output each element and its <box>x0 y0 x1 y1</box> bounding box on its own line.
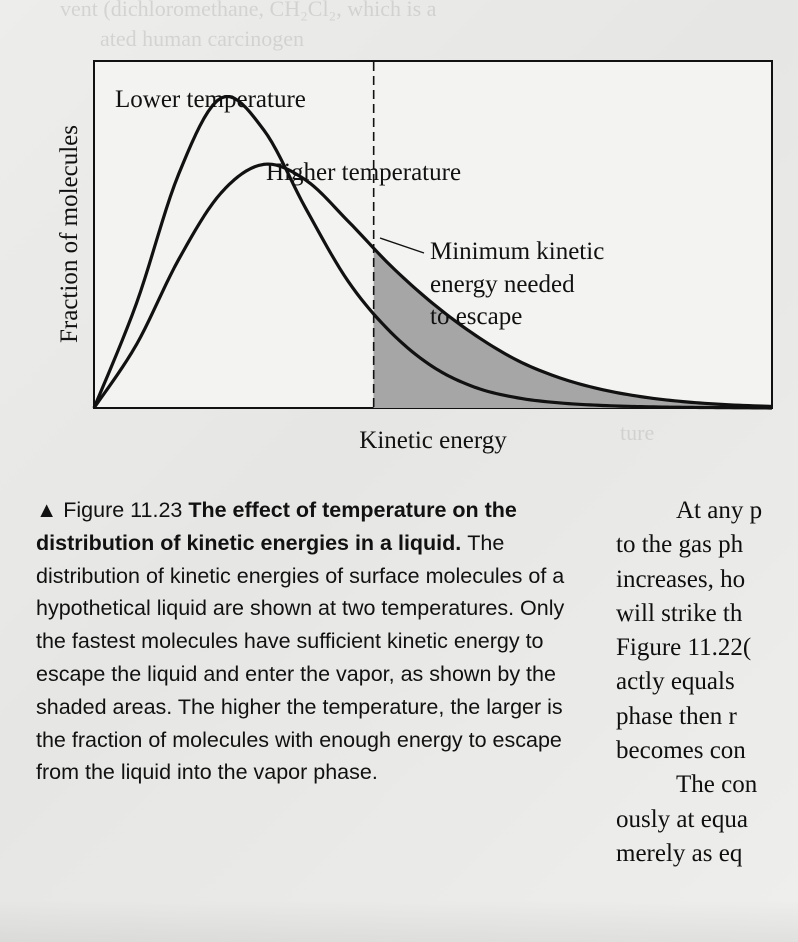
caption-body: The distribution of kinetic energies of surface molecules of a hypothetical liquid are shown at two temperatures. Only the fastest molecules have sufficient kinetic energy to escape the liquid and enter the vapor, as shown by the shaded areas. The higher the temperature, the larger is the fraction of molecules with enough energy to escape from the liquid into the vapor phase. <box>36 530 565 785</box>
y-axis-label: Fraction of molecules <box>56 125 83 343</box>
figure-caption <box>36 494 576 789</box>
annotation-leader-line <box>380 238 424 253</box>
body-line: At any p <box>676 497 763 524</box>
body-line: becomes con <box>616 737 746 765</box>
body-line: The con <box>676 771 758 799</box>
page-shadow <box>0 900 798 942</box>
body-line: increases, ho <box>616 565 746 593</box>
body-line: actly equals <box>616 668 735 696</box>
body-line: phase then r <box>616 702 737 730</box>
body-line: Figure 11.22( <box>616 634 752 662</box>
series-label-lower-temperature: Lower temperature <box>115 86 306 113</box>
body-line: ously at equa <box>616 805 748 833</box>
annotation-line-1: Minimum kinetic <box>430 238 605 265</box>
body-line: to the gas ph <box>616 531 744 559</box>
caption-title: The effect of temperature on the distribution of kinetic energies in a liquid. <box>36 498 517 555</box>
annotation-line-2: energy needed <box>430 271 575 298</box>
bleed-line: ture <box>620 420 655 445</box>
x-axis-label: Kinetic energy <box>359 427 507 454</box>
bleed-line: vent (dichloromethane, CH₂Cl₂, which is a <box>60 0 437 21</box>
annotation-line-3: to escape <box>430 303 523 330</box>
caption-figure-number: ▲ Figure 11.23 <box>36 498 183 522</box>
bleed-line: ated human carcinogen <box>100 26 305 51</box>
body-text-column <box>616 494 798 871</box>
body-line: will strike th <box>616 599 743 627</box>
body-line: merely as eq <box>616 839 743 867</box>
series-label-higher-temperature: Higher temperature <box>266 159 462 186</box>
